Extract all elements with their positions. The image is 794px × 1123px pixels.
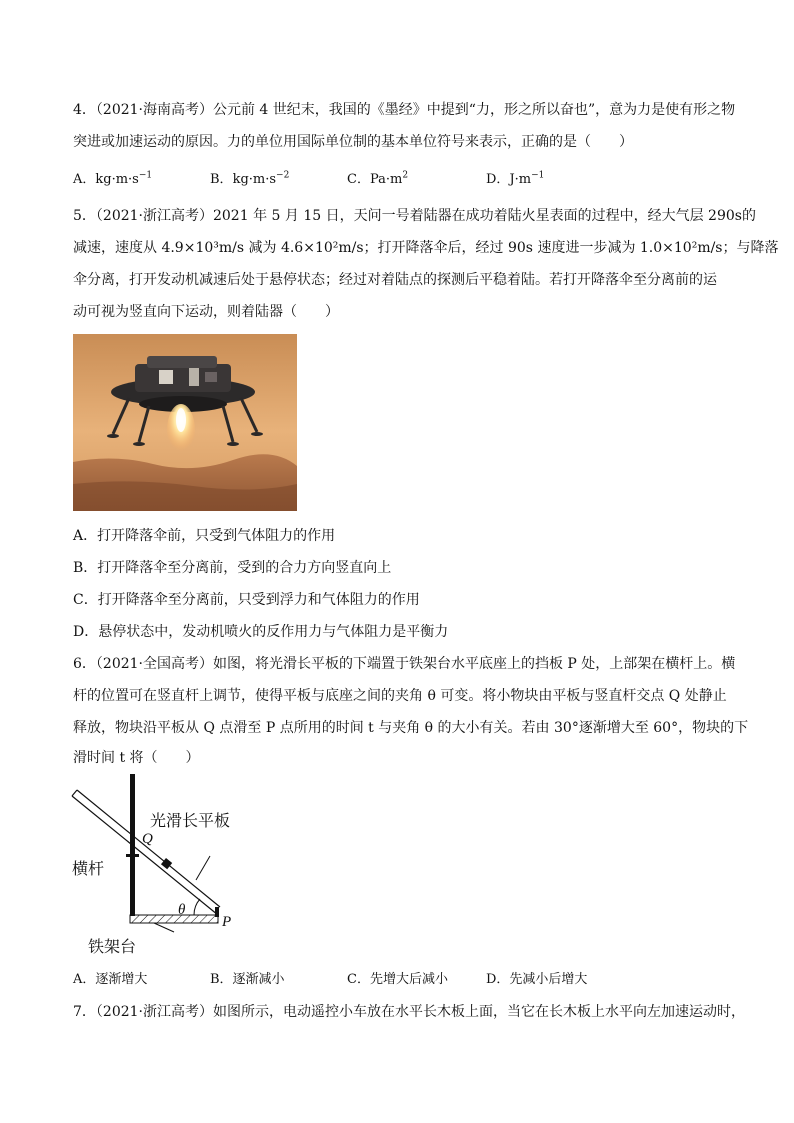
q4-option-a[interactable]: A．$kg\cdot m\cdot s^{-1}$ [73,170,153,187]
q5-option-c[interactable]: C．打开降落伞至分离前，只受到浮力和气体阻力的作用 [73,592,420,608]
q6-line-1: 6．（2021·全国高考）如图，将光滑长平板的下端置于铁架台水平底座上的挡板 P 处，上部架在横杆上。横 [73,656,736,672]
stand-base [130,915,218,923]
q5-option-d[interactable]: D．悬停状态中，发动机喷火的反作用力与气体阻力是平衡力 [73,624,449,640]
q7-line-1: 7．（2021·浙江高考）如图所示，电动遥控小车放在水平长木板上面，当它在长木板上水平向左加速运动时， [73,1004,745,1020]
mars-lander-image [73,334,297,511]
label-crossbar: 横杆 [72,859,105,878]
q6-option-b[interactable]: B．逐渐减小 [210,972,285,987]
crossbar [126,854,139,857]
q6-option-c[interactable]: C．先增大后减小 [347,972,448,987]
q6-line-2: 杆的位置可在竖直杆上调节，使得平板与底座之间的夹角 θ 可变。将小物块由平板与竖直杆交点 Q 处静止 [73,688,727,704]
label-board: 光滑长平板 [150,811,231,830]
label-p: P [222,914,232,930]
inclined-plane-diagram [70,772,290,960]
q4-option-d[interactable]: D．$J\cdot m^{-1}$ [486,170,545,187]
q6-line-4: 滑时间 t 将（ ） [73,750,200,766]
q5-option-b[interactable]: B．打开降落伞至分离前，受到的合力方向竖直向上 [73,560,392,576]
label-theta: θ [178,902,186,918]
q5-line-4: 动可视为竖直向下运动，则着陆器（ ） [73,304,339,320]
q4-line-2: 突进或加速运动的原因。力的单位用国际单位制的基本单位符号来表示，正确的是（ ） [73,134,633,150]
q4-line-1: 4．（2021·海南高考）公元前 4 世纪末，我国的《墨经》中提到“力，形之所以奋也”，意为力是使有形之物 [73,102,736,118]
label-stand: 铁架台 [88,937,137,956]
q5-line-3: 伞分离，打开发动机减速后处于悬停状态；经过对着陆点的探测后平稳着陆。若打开降落伞至分离前的运 [73,272,717,288]
q4-option-c[interactable]: C．$Pa\cdot m^2$ [347,170,409,187]
q4-option-b[interactable]: B．$kg\cdot m\cdot s^{-2}$ [210,170,290,187]
q6-option-d[interactable]: D．先减小后增大 [486,972,588,987]
label-q: Q [142,831,153,847]
q6-line-3: 释放，物块沿平板从 Q 点滑至 P 点所用的时间 t 与夹角 θ 的大小有关。若由 30°逐渐增大至 60°，物块的下 [73,720,749,736]
q5-line-1: 5．（2021·浙江高考）2021 年 5 月 15 日，天问一号着陆器在成功着陆火星表面的过程中，经大气层 290s的 [73,208,756,224]
q5-option-a[interactable]: A．打开降落伞前，只受到气体阻力的作用 [73,528,336,544]
stopper-p [215,907,219,917]
q6-option-a[interactable]: A．逐渐增大 [73,972,148,987]
q5-line-2: 减速，速度从 4.9×10³m/s 减为 4.6×10²m/s；打开降落伞后，经过 90s 速度进一步减为 1.0×10²m/s；与降落 [73,240,779,256]
